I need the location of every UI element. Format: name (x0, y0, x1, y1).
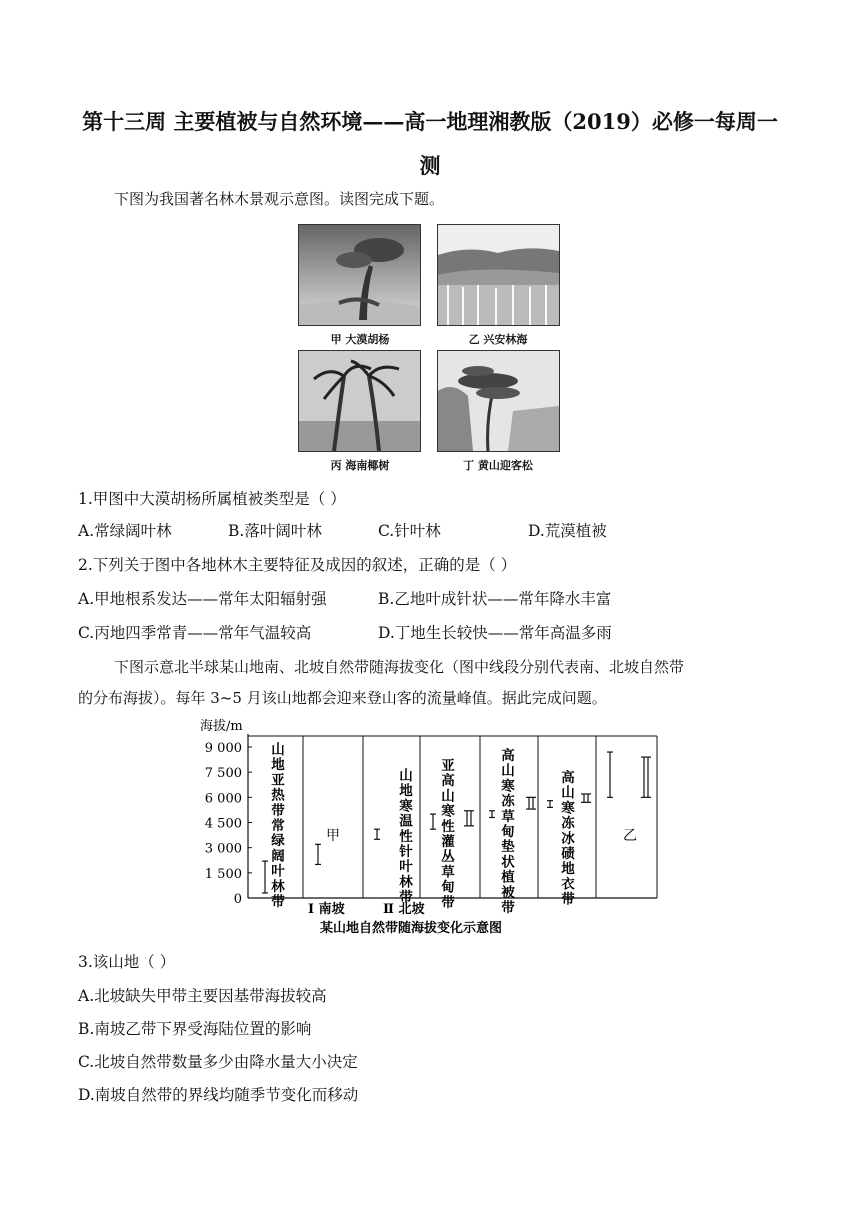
intro-text-2-line-1: 下图示意北半球某山地南、北坡自然带随海拔变化（图中线段分别代表南、北坡自然带 (114, 658, 685, 676)
photo-caption-3: 丙 海南椰树 (330, 459, 390, 472)
q3-option-a: A.北坡缺失甲带主要因基带海拔较高 (78, 987, 327, 1005)
q2-option-a: A.甲地根系发达——常年太阳辐射强 (78, 590, 327, 608)
q3-option-c: C.北坡自然带数量多少由降水量大小决定 (78, 1053, 358, 1071)
q2-option-d: D.丁地生长较快——常年高温多雨 (378, 624, 612, 642)
intro-text-2-line-2: 的分布海拔）。每年 3~5 月该山地都会迎来登山客的流量峰值。据此完成问题。 (78, 689, 607, 707)
legend-south: Ⅰ 南坡 (308, 902, 345, 917)
pine-tree-photo (437, 350, 560, 452)
legend-north: Ⅱ 北坡 (383, 902, 425, 917)
q1-option-d: D.荒漠植被 (528, 522, 607, 540)
zone-label: 乙 (623, 828, 637, 844)
q3-option-b: B.南坡乙带下界受海陆位置的影响 (78, 1020, 312, 1038)
photo-caption-2: 乙 兴安林海 (468, 333, 528, 346)
q2-option-b: B.乙地叶成针状——常年降水丰富 (378, 590, 612, 608)
y-tick-label: 9 000 (204, 741, 242, 756)
zone-label: 甲 (326, 828, 340, 844)
y-tick-label: 3 000 (204, 841, 242, 857)
y-tick-label: 0 (233, 892, 242, 907)
q2-option-c: C.丙地四季常青——常年气温较高 (78, 624, 312, 642)
q1-option-a: A.常绿阔叶林 (78, 522, 172, 540)
y-tick-label: 7 500 (204, 766, 242, 782)
forest-photo (437, 224, 560, 326)
q1-option-b: B.落叶阔叶林 (228, 522, 322, 540)
desert-poplar-photo (298, 224, 421, 326)
chart-caption: 某山地自然带随海拔变化示意图 (320, 921, 503, 936)
question-3-stem: 3.该山地（ ） (78, 953, 176, 971)
y-tick-label: 4 500 (204, 816, 242, 832)
zone-label: 高山寒冻冰碛地衣带 (561, 770, 575, 908)
zone-label: 山地亚热带常绿阔叶林带 (271, 742, 285, 910)
question-1-stem: 1.甲图中大漠胡杨所属植被类型是（ ） (78, 490, 346, 508)
y-tick-label: 1 500 (204, 866, 242, 882)
photo-caption-1: 甲 大漠胡杨 (330, 333, 390, 346)
altitude-zone-chart (190, 712, 670, 936)
intro-text-1: 下图为我国著名林木景观示意图。读图完成下题。 (114, 190, 445, 208)
title-line-1: 第十三周 主要植被与自然环境——高一地理湘教版（2019）必修一每周一 (82, 109, 778, 134)
zone-label: 高山寒冻草甸垫状植被带 (501, 748, 515, 916)
title-line-2: 测 (419, 153, 441, 178)
zone-label: 亚高山寒性灌丛草甸带 (441, 758, 455, 911)
question-2-stem: 2.下列关于图中各地林木主要特征及成因的叙述，正确的是（ ） (78, 556, 517, 574)
photo-caption-4: 丁 黄山迎客松 (463, 459, 533, 472)
y-tick-label: 6 000 (204, 791, 242, 807)
page-title (70, 100, 790, 188)
y-axis-label: 海拔/m (200, 719, 243, 734)
q3-option-d: D.南坡自然带的界线均随季节变化而移动 (78, 1086, 359, 1104)
palm-tree-photo (298, 350, 421, 452)
zone-label: 山地寒温性针叶林带 (399, 768, 413, 906)
q1-option-c: C.针叶林 (378, 522, 441, 540)
